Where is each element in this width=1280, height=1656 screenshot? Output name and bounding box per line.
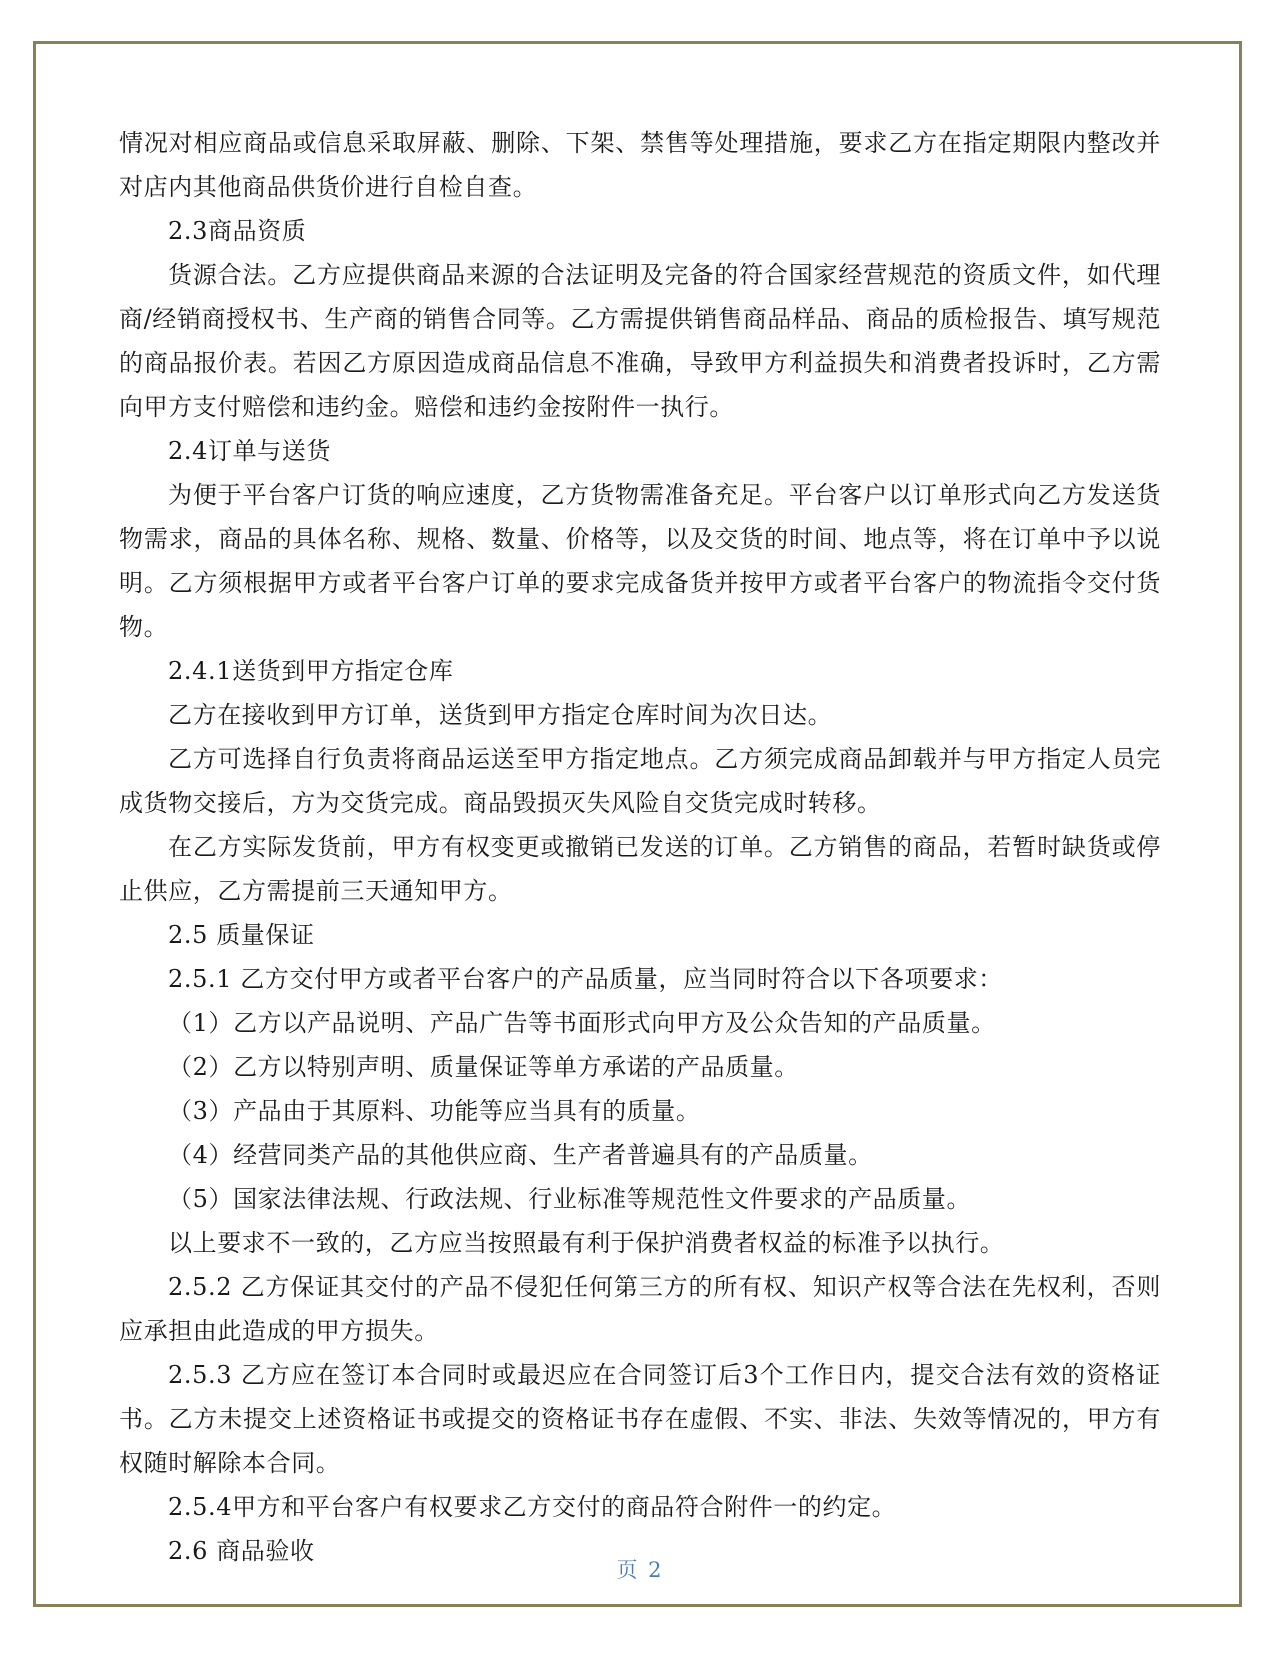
document-body (119, 121, 1161, 1573)
list-item: （4）经营同类产品的其他供应商、生产者普遍具有的产品质量。 (168, 1141, 873, 1169)
paragraph: 乙方在接收到甲方订单，送货到甲方指定仓库时间为次日达。 (168, 701, 833, 729)
paragraph: 货源合法。乙方应提供商品来源的合法证明及完备的符合国家经营规范的资质文件，如代理商/经销商授权书、生产商的销售合同等。乙方需提供销售商品样品、商品的质检报告、填写规范的商品报价表。若因乙方原因造成商品信息不准确，导致甲方利益损失和消费者投诉时，乙方需向甲方支付赔偿和违约金。赔偿和违约金按附件一执行。 (119, 261, 1161, 421)
list-item: （2）乙方以特别声明、质量保证等单方承诺的产品质量。 (168, 1053, 799, 1081)
section-heading-2-3: 2.3商品资质 (168, 217, 307, 245)
clause-2-5-2: 2.5.2 乙方保证其交付的产品不侵犯任何第三方的所有权、知识产权等合法在先权利，否则应承担由此造成的甲方损失。 (119, 1273, 1161, 1345)
paragraph: 为便于平台客户订货的响应速度，乙方货物需准备充足。平台客户以订单形式向乙方发送货物需求，商品的具体名称、规格、数量、价格等，以及交货的时间、地点等，将在订单中予以说明。乙方须根据甲方或者平台客户订单的要求完成备货并按甲方或者平台客户的物流指令交付货物。 (119, 481, 1161, 641)
clause-2-5-3: 2.5.3 乙方应在签订本合同时或最迟应在合同签订后3个工作日内，提交合法有效的资格证书。乙方未提交上述资格证书或提交的资格证书存在虚假、不实、非法、失效等情况的，甲方有权随时解除本合同。 (119, 1361, 1161, 1477)
section-heading-2-5: 2.5 质量保证 (168, 921, 315, 949)
paragraph: 情况对相应商品或信息采取屏蔽、删除、下架、禁售等处理措施，要求乙方在指定期限内整改并对店内其他商品供货价进行自检自查。 (119, 129, 1161, 201)
clause-2-5-4: 2.5.4甲方和平台客户有权要求乙方交付的商品符合附件一的约定。 (168, 1493, 897, 1521)
paragraph: 乙方可选择自行负责将商品运送至甲方指定地点。乙方须完成商品卸载并与甲方指定人员完成货物交接后，方为交货完成。商品毁损灭失风险自交货完成时转移。 (119, 745, 1161, 817)
list-item: （3）产品由于其原料、功能等应当具有的质量。 (168, 1097, 701, 1125)
paragraph: 以上要求不一致的，乙方应当按照最有利于保护消费者权益的标准予以执行。 (168, 1229, 1005, 1257)
paragraph: 在乙方实际发货前，甲方有权变更或撤销已发送的订单。乙方销售的商品，若暂时缺货或停止供应，乙方需提前三天通知甲方。 (119, 833, 1161, 905)
section-heading-2-6: 2.6 商品验收 (168, 1537, 315, 1565)
section-heading-2-4: 2.4订单与送货 (168, 437, 331, 465)
list-item: （5）国家法律法规、行政法规、行业标准等规范性文件要求的产品质量。 (168, 1185, 972, 1213)
section-heading-2-4-1: 2.4.1送货到甲方指定仓库 (168, 657, 454, 685)
list-item: （1）乙方以产品说明、产品广告等书面形式向甲方及公众告知的产品质量。 (168, 1009, 996, 1037)
clause-2-5-1: 2.5.1 乙方交付甲方或者平台客户的产品质量，应当同时符合以下各项要求： (168, 965, 1003, 993)
page-number: 页 2 (616, 1558, 664, 1582)
